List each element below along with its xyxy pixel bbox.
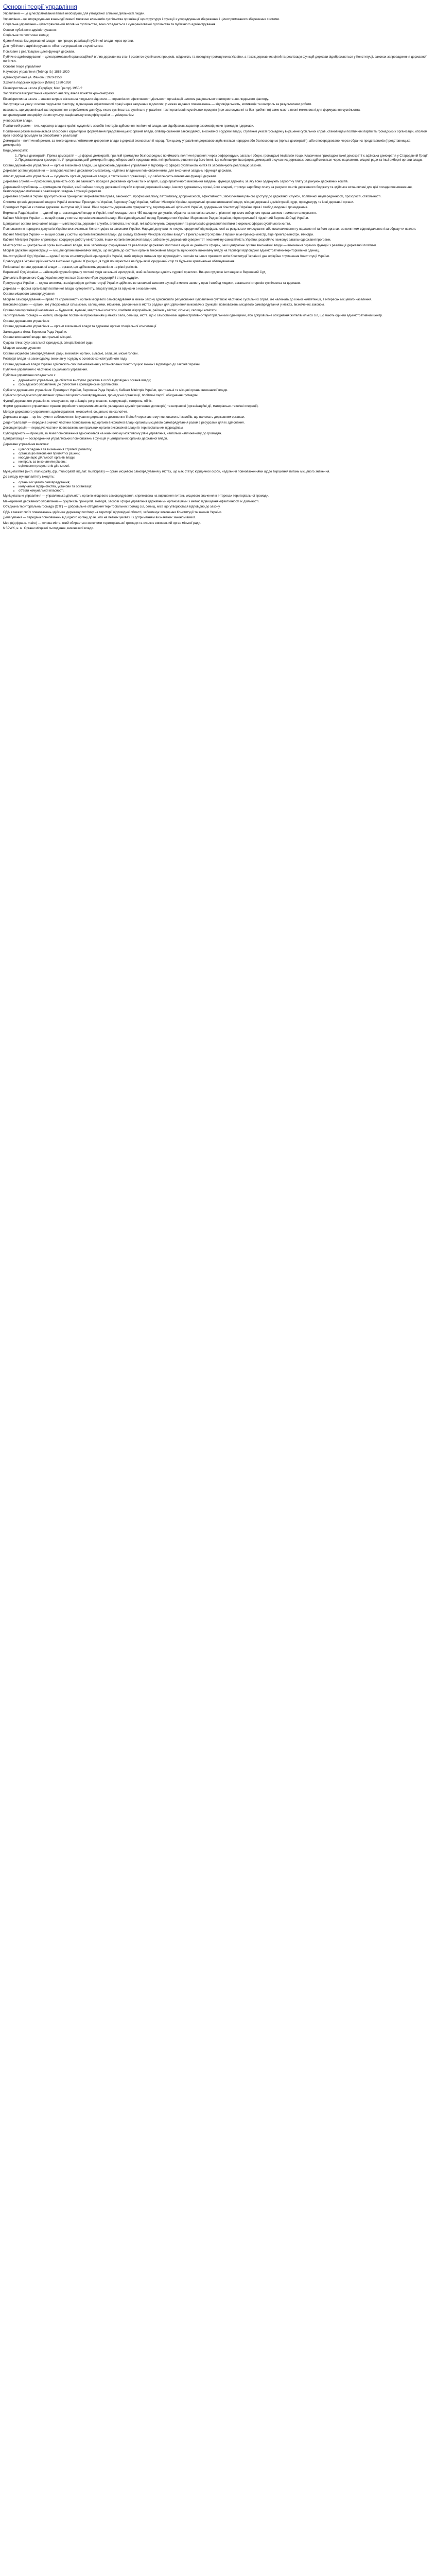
paragraph: Субсидіарність — принцип, за яким повноваження здійснюються на найнижчому можливому рівні управління, найбільш наближеному до громадян.	[3, 431, 222, 435]
paragraph: ОДА в межах своїх повноважень здійснює державну політику на території відповідної області, забезпечує виконання Конституції та законів України.	[3, 510, 222, 514]
paragraph: Заплітатися використання наукового аналізу, ввела поняття хронометражу.	[3, 92, 115, 95]
paragraph: Органи державного управління — органи виконавчої влади, що здійснюють державне управління у відповідних сферах суспільного життя та забезпечують реалізацію законів.	[3, 163, 262, 167]
paragraph: Соціальне управління – цілеспрямований вплив на суспільство, воно складається з суверенізованої суспільства та публічного адміністрування.	[3, 23, 217, 26]
paragraph: Територіальна громада — жителі, об'єднані постійним проживанням у межах села, селища, міста, що є самостійними адміністративно-територіальними одиницями, або добровільне об'єднання жителів кількох сіл, що мають єдиний адміністративний центр.	[3, 314, 383, 317]
paragraph: Органи самоорганізації населення — будинкові, вуличні, квартальні комітети, комітети мікрорайонів, районів у містах, сільські, селищні комітети.	[3, 308, 218, 312]
paragraph: універсалізм влади.	[3, 118, 33, 123]
paragraph: Державна служба — професійна діяльність осіб, які займають посади в державних органах та їх апараті, щодо практичного виконання завдань і функцій держави, за яку вони одержують заробітну плату за рахунок державних коштів.	[3, 180, 348, 183]
paragraph: Прокуратура України — єдина система, яка відповідно до Конституції України здійснює встановлені законом функції з метою захисту прав і свобод людини, загальних інтересів суспільства та держави.	[3, 281, 301, 285]
bullet-list	[3, 379, 429, 387]
paragraph: Кабінет Міністрів України — вищий орган у системі органів виконавчої влади. До складу Кабінету Міністрів України входять Прем'єр-міністр України, Перший віце-прем'єр-міністр, віце-прем'єр-міністри, міністри.	[3, 232, 314, 236]
paragraph: Пов'язане з реалізацією цілей функцій держави.	[3, 49, 75, 54]
paragraph: Методи державного управління: адміністративні, економічні, соціально-психологічні.	[3, 410, 128, 414]
paragraph: Місцеві державні адміністрації — місцеві органи виконавчої влади, що входять до системи органів виконавчої влади та здійснюють виконавчу владу на території відповідної адміністративно-територіальної одиниці.	[3, 249, 320, 252]
paragraph: Централізація — зосередження управлінських повноважень і функцій у центральних органах державної влади.	[3, 437, 168, 440]
title-link[interactable]: Основні теорії управління	[3, 3, 77, 10]
paragraph: Політичний режим визначається способом і характером формування представницьких органів влади, співвідношенням законодавчої, виконавчої і судової влади, ступенем участі громадян у вирішенні суспільних справ, становищем політичних партій та громадських організацій, обсягом прав і свобод громадян та способами їх реалізації.	[3, 129, 427, 138]
paragraph: Діяльність Верховного Суду України регулюється Законом «Про судоустрій і статус суддів».	[3, 276, 139, 280]
paragraph: Форми державного управління: правові (прийняття нормативних актів, укладення адміністративних договорів) та неправові (організаційні дії, матеріально-технічні операції).	[3, 404, 259, 408]
paragraph: Органи виконавчої влади: центральні, місцеві.	[3, 335, 72, 339]
paragraph: Основи публічного адміністрування:	[3, 28, 57, 32]
paragraph: Біхевіористична школа – значно ширше ніж школа людських відносин — «правління» ефективності діяльності організації шляхом раціонального використання людського фактору.	[3, 97, 269, 101]
paragraph: Органи державної влади України здійснюють свої повноваження у встановлених Конституцією межах і відповідно до законів України.	[3, 362, 201, 366]
paragraph: Кабінет Міністрів України спрямовує і координує роботу міністерств, інших органів виконавчої влади; забезпечує державний суверенітет і економічну самостійність України; розробляє і виконує загальнодержавні програми.	[3, 238, 332, 242]
paragraph: Об'єднана територіальна громада (ОТГ) — добровільне об'єднання територіальних громад сіл, селищ, міст, що утворюється відповідно до закону.	[3, 505, 221, 509]
paragraph: Місцеве самоврядування	[3, 346, 41, 350]
list-item: • громадського управління, де суб'єктом є громадянське суспільство.	[19, 383, 429, 387]
paragraph: Адміністративна (А. Файоль) 1920-1950	[3, 75, 62, 79]
paragraph: Для публічного адміністрування: об'єктом управління є суспільство.	[3, 44, 103, 48]
paragraph: Суб'єкти громадського управління: органи місцевого самоврядування, громадські організації, політичні партії, об'єднання громадян.	[3, 394, 199, 397]
page-title	[3, 3, 429, 11]
paragraph: Органи місцевого самоврядування: ради, виконавчі органи, сільські, селищні, міські голови.	[3, 351, 139, 355]
paragraph: Державне управління включає:	[3, 442, 49, 446]
paragraph: Законодавча гілка: Верховна Рада України.	[3, 330, 67, 334]
paragraph: Публічне управління є частиною соціального управління.	[3, 368, 88, 371]
list-item: 1. Пряма демократія. Пряма демократія – це форма демократії, при якій громадяни безпосередньо приймають політичні рішення: через референдуми, загальні збори, громадські ініціативи тощо. Класичним прикладом такої демократії є афінська демократія у Стародавній Греції.	[19, 154, 429, 158]
paragraph: Державна влада — це інструмент забезпечення існування держави та досягнення її цілей через систему повноважень і засобів, що належать державним органам.	[3, 415, 245, 419]
paragraph: Місцеве самоврядування — право та спроможність органів місцевого самоврядування в межах закону здійснювати регулювання і управління суттєвою частиною суспільних справ, які належать до їхньої компетенції, в інтересах місцевого населення.	[3, 297, 372, 301]
paragraph: Верховна Рада України — єдиний орган законодавчої влади в Україні, який складається з 450 народних депутатів, обраних на основі загального, рівного і прямого виборчого права шляхом таємного голосування.	[3, 211, 317, 215]
document-page	[0, 0, 436, 534]
paragraph: Органи державного управління	[3, 319, 49, 323]
paragraph: Деконцентрація — передача частини повноважень центральних органів виконавчої влади їх територіальним підрозділам.	[3, 426, 184, 430]
paragraph: Органи державного управління — органи виконавчої влади та державні органи спеціальної компетенції.	[3, 325, 158, 328]
list-item: • оцінювання результатів діяльності.	[19, 464, 429, 468]
paragraph: Суб'єкти державного управління: Президент України, Верховна Рада України, Кабінет Міністрів України, центральні та місцеві органи виконавчої влади.	[3, 388, 229, 392]
bullet-list	[3, 481, 429, 493]
paragraph: Види демократії:	[3, 148, 28, 152]
paragraph: Регіональні органи державної влади — органи, що здійснюють управління на рівні регіонів.	[3, 265, 138, 269]
paragraph: Наукового управління (Тейлор Ф.) 1885-1920	[3, 70, 69, 74]
list-item: • органи місцевого самоврядування;	[19, 481, 429, 485]
paragraph: Політичний режим – тип, характер влади в країні; сукупність засобів і методів здійснення політичної влади, що відображає характер взаємовідносин громадян і держави.	[3, 124, 254, 128]
paragraph: не враховувати специфіку різних культур, національну специфіку країни — універсалізм	[3, 113, 134, 117]
paragraph: Муніципальне управління — управлінська діяльність органів місцевого самоврядування, спрямована на вирішення питань місцевого значення в інтересах територіальної громади.	[3, 494, 269, 498]
paragraph: Управління – це впорядкування взаємодії певної множини елементів суспільства організації що структурує і функції з упорядкування збереження і цілеспрямованого збереження системи.	[3, 17, 280, 21]
paragraph: Публічне управління складається з:	[3, 373, 56, 377]
paragraph: Розподіл влади на законодавчу, виконавчу і судову є основою конституційного ладу.	[3, 357, 128, 361]
paragraph: До складу муніципалітету входять:	[3, 475, 55, 479]
paragraph: Муніципалітет (англ. municipality, фр. municipalité від лат. municipalis) — орган місцевого самоврядування у містах, що має статус юридичної особи, наділений повноваженнями щодо вирішення питань місцевого значення.	[3, 469, 330, 473]
paragraph: Державна служба в Україні ґрунтується на принципах: верховенства права, законності, професіоналізму, патріотизму, доброчесності, ефективності, забезпечення рівного доступу до державної служби, політичної неупередженості, прозорості, стабільності.	[3, 195, 382, 198]
list-item: • організацію виконання прийнятих рішень;	[19, 452, 429, 456]
paragraph: вважають, що управлінські застосування не є проблемою для будь-якого суспільства: суспільне управління так і організація суспільних процесів (при застосуванні та без прийняття) саме мають певні можливості для формування суспільства.	[3, 108, 361, 112]
paragraph: NSPWK, н. м. Органи місцевої сьогодення, виконавчої влади.	[3, 527, 94, 530]
list-item: • комунальні підприємства, установи та організації;	[19, 485, 429, 489]
paragraph: Апарат державного управління — сукупність органів державної влади, а також інших організацій, що забезпечують виконання функцій держави.	[3, 174, 217, 178]
paragraph: Соціальне то політичне явище;	[3, 33, 49, 37]
list-item: • цілепокладання та визначення стратегії розвитку;	[19, 448, 429, 452]
paragraph: Заслуговує на увагу: основи людського фактору; підвищення ефективності праці через залучення підлеглих; у межах наданих повноважень — відповідальність, мотивація та контроль за результатами роботи.	[3, 103, 312, 106]
paragraph: Міністерство — центральний орган виконавчої влади, який забезпечує формування та реалізацію державної політики в одній чи декількох сферах, інші центральні органи виконавчої влади — виконання окремих функцій з реалізації державної політики.	[3, 243, 377, 247]
paragraph: Децентралізація — передача значної частини повноважень від органів виконавчої влади органам місцевого самоврядування разом з ресурсами для їх здійснення.	[3, 420, 245, 425]
paragraph: Правосуддя в Україні здійснюється виключно судами. Юрисдикція судів поширюється на будь-який юридичний спір та будь-яке кримінальне обвинувачення.	[3, 260, 236, 263]
paragraph: Президент України є главою держави і виступає від її імені. Він є гарантом державного суверенітету, територіальної цілісності України, додержання Конституції України, прав і свобод людини і громадянина.	[3, 206, 308, 209]
paragraph: Публічне адміністрування – цілеспрямований організаційний вплив держави на стан і розвиток суспільних процесів, свідомість та поведінку громадянина України, а також державних цілей та реалізація функцій держави відображаються у Конституції, законах запровадження державної політики.	[3, 55, 427, 63]
paragraph: Державні органи управління — складова частина державного механізму, наділена владними повноваженнями, для виконання завдань і функцій держави.	[3, 169, 232, 173]
paragraph: Конституційний Суд України — єдиний орган конституційної юрисдикції в Україні, який вирішує питання про відповідність законів та інших правових актів Конституції України і дає офіційне тлумачення Конституції України.	[3, 254, 330, 258]
numbered-list	[3, 154, 429, 162]
paragraph: Кабінет Міністрів України — вищий орган у системі органів виконавчої влади. Він відповідальний перед Президентом України і Верховною Радою України, підконтрольний і підзвітний Верховній Раді України.	[3, 216, 309, 220]
bullet-list	[3, 448, 429, 468]
paragraph: Верховний Суд України — найвищий судовий орган у системі судів загальної юрисдикції, який забезпечує єдність судової практики. Вищою судовою інстанцією є Верховний Суд.	[3, 270, 267, 274]
paragraph: Система органів державної влади в Україні включає: Президента України, Верховну Раду України, Кабінет Міністрів України, центральні органи виконавчої влади, місцеві державні адміністрації, суди, прокуратуру та інші державні органи.	[3, 200, 354, 204]
paragraph: Держава — форма організації політичної влади, суверенітету, апарату влади та відносин з населенням.	[3, 286, 158, 291]
paragraph: Мер (від франц. maire) — голова міста, який обирається жителями територіальної громади та очолює виконавчий орган міської ради.	[3, 521, 201, 525]
paragraph: Судова гілка: суди загальної юрисдикції, спеціалізовані суди.	[3, 341, 94, 345]
paragraph: 3.Школа людських відносин (Мєйо) 1930-1950	[3, 81, 72, 84]
paragraph: Органи місцевого самоврядування	[3, 292, 55, 296]
list-item: • контроль за виконанням рішень;	[19, 460, 429, 464]
paragraph: Повноваження народних депутатів України визначаються Конституцією та законами України. Народні депутати не несуть юридичної відповідальності за результати голосування або висловлювання у парламенті та його органах, за винятком відповідальності за образу чи наклеп.	[3, 227, 416, 231]
document-body	[3, 12, 429, 531]
paragraph: Єдиний механізм державної влади – це процес реалізації публічної влади через органи.	[3, 39, 134, 43]
paragraph: Делегування — передача повноважень від одного органу до іншого на певних умовах і з дотриманням визначених законом вимог.	[3, 516, 196, 519]
paragraph: Управління — це цілеспрямований вплив необхідний для узгодженої спільної діяльності людей.	[3, 12, 145, 15]
paragraph: Центральні органи виконавчої влади — міністерства, державні служби, агентства, інспекції, які забезпечують формування та реалізацію державної політики в окремих сферах суспільного життя.	[3, 222, 291, 226]
paragraph: Функції державного управління: планування, організація, регулювання, координація, контроль, облік.	[3, 399, 153, 403]
list-item: • об'єкти комунальної власності.	[19, 489, 429, 493]
paragraph: Демократія – політичний режим, за якого єдиним легітимним джерелом влади в державі визнається її народ. При цьому управління державою здійснюється народом або безпосередньо (пряма демократія), або опосередковано, через обраних представників (представницька демократія).	[3, 139, 411, 147]
paragraph: Основні теорії управління	[3, 64, 42, 69]
list-item: • координацію діяльності органів влади;	[19, 456, 429, 460]
paragraph: Виконавчі органи — органи, які утворюються сільськими, селищними, міськими, районними в містах радами для здійснення виконавчих функцій і повноважень місцевого самоврядування у межах, визначених законом.	[3, 303, 325, 307]
paragraph: Державний службовець — громадянин України, який займає посаду державної служби в органі державної влади, іншому державному органі, його апараті, отримує заробітну плату за рахунок коштів державного бюджету та здійснює встановлені для цієї посади повноваження, безпосередньо пов'язані з реалізацією завдань і функцій держави.	[3, 185, 413, 193]
list-item: 2. Представницька демократія. У представницькій демократії народ обирає своїх представників, які приймають рішення від його імені. Це найпоширеніша форма демократії в сучасних державах; вона здійснюється через парламент, місцеві ради та інші виборні органи влади.	[19, 158, 429, 162]
paragraph: Біхевіористична школа (Герцберг, Мак Грегор) 1950-?	[3, 86, 82, 90]
list-item: • державного управління, де об'єктом виступає держава в особі відповідних органів влади;	[19, 379, 429, 383]
paragraph: Менеджмент державного управління — сукупність принципів, методів, засобів і форм управління державними організаціями з метою підвищення ефективності їх діяльності.	[3, 499, 259, 503]
